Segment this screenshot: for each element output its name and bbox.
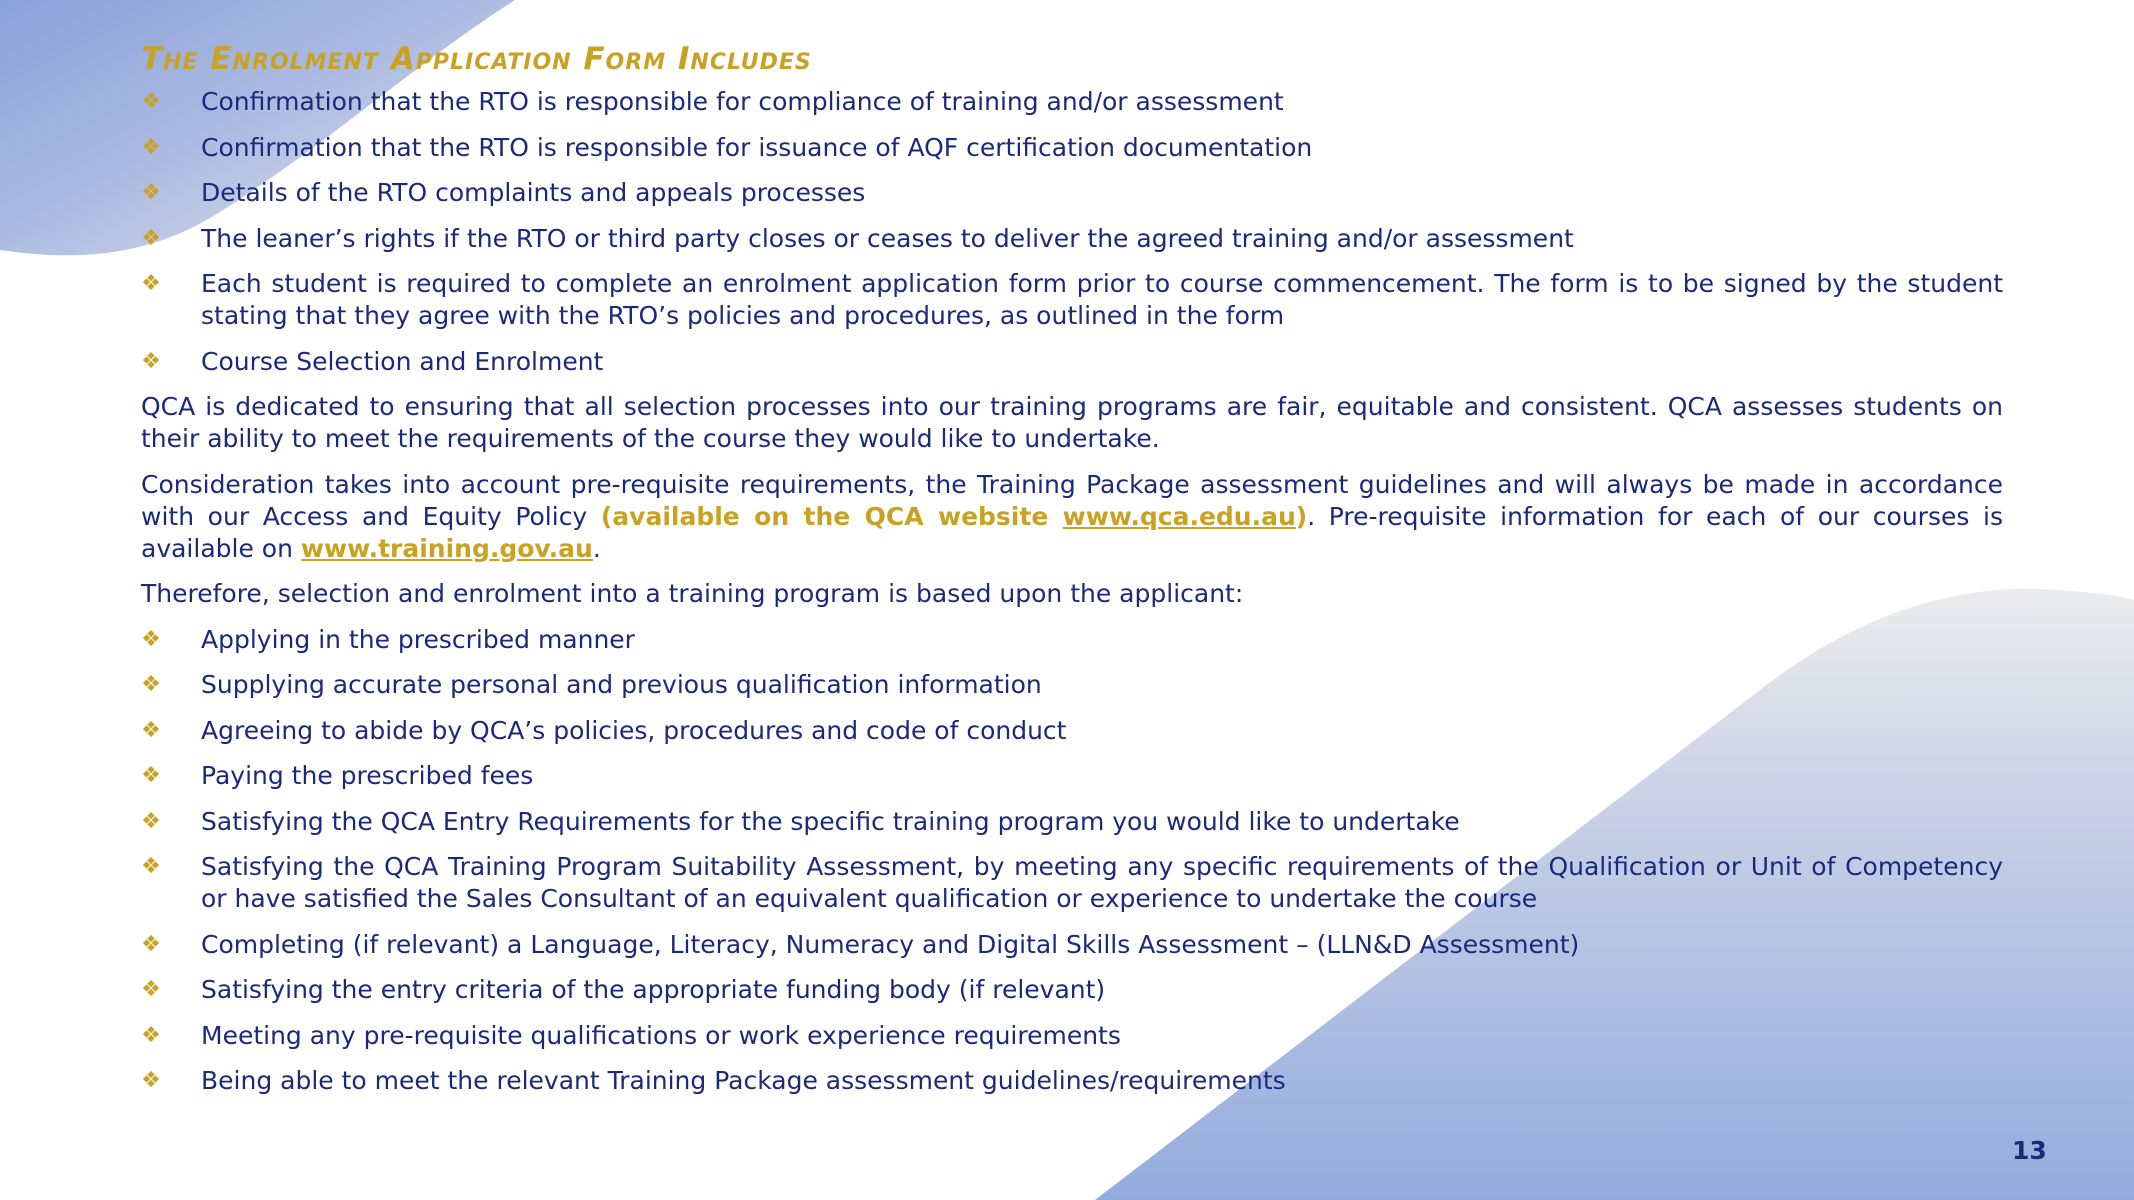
four-diamond-bullet-icon: ❖ [141, 180, 161, 205]
list-item: ❖ Confirmation that the RTO is responsible for compliance of training and/or assessment [141, 87, 1284, 116]
four-diamond-bullet-icon: ❖ [141, 808, 161, 834]
list-item: ❖ Being able to meet the relevant Training Package assessment guidelines/requirements [141, 1066, 1286, 1095]
list-item: ❖ Satisfying the QCA Training Program Suitability Assessment, by meeting any specific requirements of the Qualification or Unit of Competency or have satisfied the Sales Consultant of an equivalent qualification or experience to undertake the course [141, 852, 2003, 913]
list-item: ❖ Confirmation that the RTO is responsible for issuance of AQF certification documentation [141, 132, 1313, 162]
four-diamond-bullet-icon: ❖ [141, 931, 161, 957]
four-diamond-bullet-icon: ❖ [141, 225, 161, 251]
four-diamond-bullet-icon: ❖ [141, 672, 161, 697]
four-diamond-bullet-icon: ❖ [141, 1022, 161, 1048]
list-item: ❖ Course Selection and Enrolment [141, 346, 604, 376]
qca-website-link[interactable]: www.qca.edu.au [1062, 501, 1296, 531]
list-item: ❖ Satisfying the QCA Entry Requirements for the specific training program you would like to undertake [141, 806, 1460, 836]
four-diamond-bullet-icon: ❖ [141, 1068, 161, 1093]
list-item: ❖ Applying in the prescribed manner [141, 624, 635, 654]
list-item: ❖ Meeting any pre-requisite qualifications or work experience requirements [141, 1020, 1121, 1050]
list-item: ❖ Agreeing to abide by QCA’s policies, procedures and code of conduct [141, 715, 1067, 745]
form-includes-list [141, 86, 2003, 378]
four-diamond-bullet-icon: ❖ [141, 134, 161, 160]
four-diamond-bullet-icon: ❖ [141, 89, 161, 114]
list-item: ❖ Satisfying the entry criteria of the appropriate funding body (if relevant) [141, 975, 1106, 1004]
list-item: ❖ Paying the prescribed fees [141, 761, 534, 790]
list-item: ❖ Each student is required to complete an enrolment application form prior to course commencement. The form is to be signed by the student stating that they agree with the RTO’s policies and procedures, as outlined in the form [141, 269, 2003, 330]
training-gov-link[interactable]: www.training.gov.au [300, 533, 593, 563]
section-title: The Enrolment Application Form Includes [141, 41, 812, 77]
page-number: 13 [2012, 1136, 2047, 1165]
four-diamond-bullet-icon: ❖ [141, 271, 161, 296]
list-item: ❖ The leaner’s rights if the RTO or third party closes or ceases to deliver the agreed training and/or assessment [141, 223, 1574, 253]
four-diamond-bullet-icon: ❖ [141, 626, 161, 652]
consideration-paragraph: Consideration takes into account pre-requisite requirements, the Training Package assessment guidelines and will always be made in accordance with our Access and Equity Policy (available on the QCA website www.qca.edu.au). Pre-requisite information for each of our courses is available on www.training.gov.au. [141, 469, 2003, 563]
page-content [141, 40, 2003, 1111]
applicant-requirements-list [141, 624, 2003, 1098]
four-diamond-bullet-icon: ❖ [141, 977, 161, 1002]
selection-basis-paragraph: Therefore, selection and enrolment into a training program is based upon the applicant: [141, 579, 1244, 608]
four-diamond-bullet-icon: ❖ [141, 717, 161, 743]
list-item: ❖ Supplying accurate personal and previous qualification information [141, 670, 1042, 699]
four-diamond-bullet-icon: ❖ [141, 348, 161, 374]
selection-fairness-paragraph: QCA is dedicated to ensuring that all selection processes into our training programs are fair, equitable and consistent. QCA assesses students on their ability to meet the requirements of the course they would like to undertake. [141, 392, 2003, 453]
four-diamond-bullet-icon: ❖ [141, 763, 161, 788]
list-item: ❖ Details of the RTO complaints and appeals processes [141, 178, 866, 207]
list-item: ❖ Completing (if relevant) a Language, Literacy, Numeracy and Digital Skills Assessment – (LLN&D Assessment) [141, 929, 1580, 959]
four-diamond-bullet-icon: ❖ [141, 854, 161, 879]
